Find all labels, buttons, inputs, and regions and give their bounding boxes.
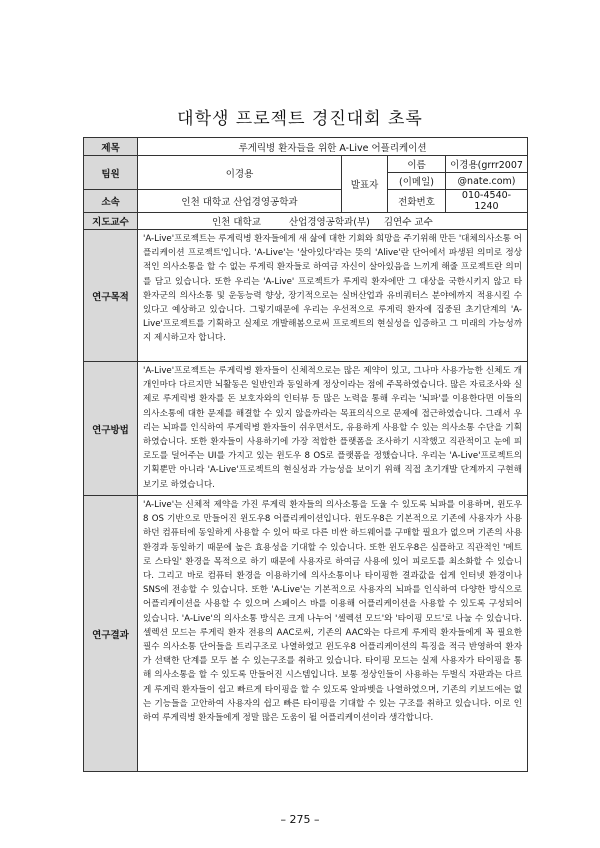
team-value: 이경용 [138,156,342,190]
title-value: 루게릭병 환자들을 위한 A-Live 어플리케이션 [138,138,528,156]
name-value-line2: @nate.com) [446,173,528,190]
title-row [84,138,528,156]
affiliation-label: 소속 [84,190,138,213]
team-label: 팀원 [84,156,138,190]
advisor-school: 인천 대학교 [212,217,261,228]
section-label-results: 연구결과 [84,496,138,772]
phone-label: 전화번호 [388,190,446,213]
section-row-purpose [84,230,528,362]
page-number: – 275 – [280,813,320,826]
team-row [84,156,528,173]
section-text-results: 'A-Live'는 신체적 제약을 가진 루게릭 환자들의 의사소통을 도울 수 있도록 뇌파를 이용하며, 윈도우8 OS 기반으로 만들어진 윈도우8 어플리케이션입니다. 윈도우8은 기본적으로 기존에 사용자가 사용하던 컴퓨터에 동일하게 사용할 수 있어 따로 다른 비싼 하드웨어를 구매할 필요가 없으며 기존의 사용 환경과 동일하기 때문에 높은 효용성을 기대할 수 있습니다. 또한 윈도우8은 심플하고 직관적인 '메트로 스타일' 환경을 목적으로 하기 때문에 사용자로 하여금 사용에 있어 피로도를 최소화할 수 있습니다. 그리고 바로 컴퓨터 환경을 이용하기에 의사소통이나 타이핑한 결과값을 쉽게 인터넷 환경이나 SNS에 전송할 수 있습니다. 또한 'A-Live'는 기본적으로 사용자의 뇌파를 인식하여 다양한 방식으로 어플리케이션을 사용할 수 있으며 스페이스 바를 이용해 어플리케이션을 사용할 수 있도록 구성되어 있습니다. 'A-Live'의 의사소통 방식은 크게 나누어 '셀렉션 모드'와 '타이핑 모드'로 나눌 수 있습니다. 셀렉션 모드는 루게릭 환자 전용의 AAC로써, 기존의 AAC와는 다르게 루게릭 환자들에게 꼭 필요한 필수 의사소통 단어들을 트리구조로 나열하였고 윈도우8 어플리케이션의 특징을 적극 반영하여 환자가 선택한 단계를 모두 볼 수 있는구조를 취하고 있습니다. 타이핑 모드는 실제 사용자가 타이핑을 통해 의사소통을 할 수 있도록 만들어진 시스템입니다. 보통 정상인들이 사용하는 두벌식 자판과는 다르게 루게릭 환자들이 쉽고 빠르게 타이핑을 할 수 있도록 알파벳을 나열하였으며, 기존의 키보드에는 없는 기능들을 고안하여 사용자의 쉽고 빠른 타이핑을 기대할 수 있는 구조를 취하고 있습니다. 이로 인하여 루게릭병 환자들에게 정말 많은 도움이 될 어플리케이션이라 생각합니다. [138,496,528,772]
title-label: 제목 [84,138,138,156]
name-label-line2: (이메일) [388,173,446,190]
section-row-method [84,362,528,496]
section-label-method: 연구방법 [84,362,138,496]
advisor-department: 산업경영공학과(부) [288,217,370,228]
section-text-method: 'A-Live'프로젝트는 루게릭병 환자들이 신체적으로는 많은 제약이 있고, 그나마 사용가능한 신체도 개개인마다 다르지만 뇌활동은 일반인과 동일하게 정상이라는 점에 주목하였습니다. 많은 자료조사와 실제로 루게릭병 환자를 돈 보호자와의 인터뷰 등 많은 노력을 통해 우리는 '뇌파'를 이용한다면 이들의 의사소통에 대한 문제를 해결할 수 있지 않을까라는 목표의식으로 문제에 접근하였습니다. 그래서 우리는 뇌파를 인식하여 루게릭병 환자들이 쉬우면서도, 유용하게 사용할 수 있는 의사소통 수단을 기획하였습니다. 또한 환자들이 사용하기에 가장 적합한 플랫폼을 조사하기 시작했고 직관적이고 눈에 피로도를 덜어주는 UI를 가지고 있는 윈도우 8 OS로 플랫폼을 정했습니다. 우리는 'A-Live'프로젝트의 기획뿐만 아니라 'A-Live'프로젝트의 현실성과 가능성을 보이기 위해 직접 초기개발 단계까지 구현해보기로 하였습니다. [138,362,528,496]
affiliation-row [84,190,528,213]
advisor-label: 지도교수 [84,213,138,230]
phone-value: 010-4540-1240 [446,190,528,213]
affiliation-value: 인천 대학교 산업경영공학과 [138,190,342,213]
advisor-value [138,213,528,230]
section-label-purpose: 연구목적 [84,230,138,362]
document-title: 대학생 프로젝트 경진대회 초록 [177,109,423,129]
name-value-line1: 이경용(grrr2007 [446,156,528,173]
section-text-purpose: 'A-Live'프로젝트는 루게릭병 환자들에게 새 삶에 대한 기회와 희망을 주기위해 만든 '대체의사소통 어플리케이션 프로젝트'입니다. 'A-Live'는 '살아있다'라는 뜻의 'Alive'란 단어에서 파생된 의미로 정상적인 의사소통을 할 수 없는 루게릭 환자들로 하여금 자신이 살아있음을 느끼게 해줄 프로젝트란 의미를 담고 있습니다. 또한 우리는 'A-Live' 프로젝트가 루게릭 환자에만 그 대상을 국한시키지 않고 타 환자군의 의사소통 및 운동능력 향상, 장기적으로는 실버산업과 유비쿼터스 분야에까지 적용시킬 수 있다고 예상하고 있습니다. 그렇기때문에 우리는 우선적으로 루게릭 환자에 집중된 초기단계의 'A-Live'프로젝트를 기획하고 실제로 개발해봄으로써 프로젝트의 현실성을 입증하고 그 미래의 가능성까지 제시하고자 합니다. [138,230,528,362]
name-label-line1: 이름 [388,156,446,173]
abstract-form-table [83,137,528,772]
section-row-results [84,496,528,772]
advisor-name: 김연수 교수 [383,217,433,228]
advisor-row [84,213,528,230]
presenter-label: 발표자 [342,156,388,213]
